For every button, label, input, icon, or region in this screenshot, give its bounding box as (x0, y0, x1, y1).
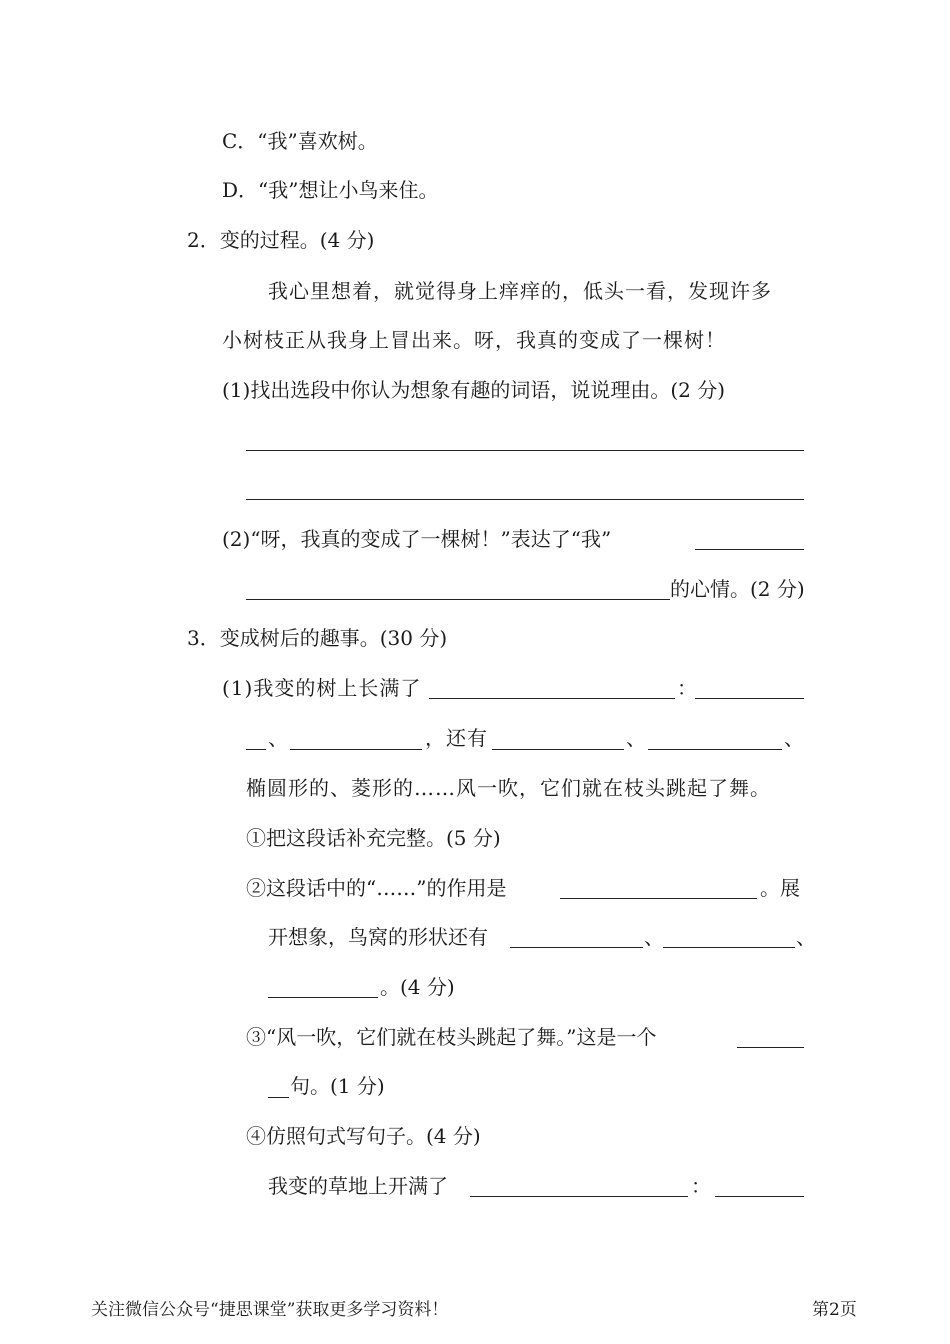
dunhao-1: 、 (268, 726, 288, 750)
answer-blank-q2-2b[interactable] (246, 599, 670, 600)
option-c: C．“我”喜欢树。 (222, 129, 378, 153)
answer-blank-q3-1d[interactable] (492, 749, 624, 750)
q3-item-2-line-2: 开想象，鸟窝的形状还有 (268, 925, 488, 949)
q3-item-3-start: ③“风一吹，它们就在枝头跳起了舞。”这是一个 (246, 1025, 657, 1049)
page-number: 第2页 (812, 1300, 857, 1320)
answer-blank-q2-2a[interactable] (695, 549, 804, 550)
q3-line-3: 椭圆形的、菱形的……风一吹，它们就在枝头跳起了舞。 (246, 776, 771, 800)
q3-item-2-end: 。展 (760, 876, 800, 900)
q2-sub-2-text: (2)“呀，我真的变成了一棵树！”表达了“我” (222, 527, 612, 551)
haiyou: ，还有 (425, 726, 488, 750)
answer-blank-q3-2c[interactable] (663, 947, 795, 948)
dunhao-2: 、 (626, 726, 646, 750)
answer-blank-q3-1b[interactable] (695, 698, 804, 699)
answer-blank-q3-2a[interactable] (560, 898, 757, 899)
answer-blank-q3-1a[interactable] (429, 698, 675, 699)
q3-item-4-example: 我变的草地上开满了 (268, 1174, 448, 1198)
q3-item-2-start: ②这段话中的“……”的作用是 (246, 876, 507, 900)
dunhao-4: 、 (644, 925, 664, 949)
q3-item-4: ④仿照句式写句子。(4 分) (246, 1124, 481, 1148)
passage-line-1: 我心里想着，就觉得身上痒痒的，低头一看，发现许多 (268, 279, 772, 303)
colon-2: ： (691, 1174, 711, 1198)
q2-sub-2-end: 的心情。(2 分) (670, 577, 805, 601)
answer-blank-q3-4b[interactable] (715, 1196, 804, 1197)
dunhao-3: 、 (784, 726, 804, 750)
footer-promo: 关注微信公众号“捷思课堂”获取更多学习资料！ (91, 1300, 449, 1320)
passage-line-2: 小树枝正从我身上冒出来。呀，我真的变成了一棵树！ (222, 328, 726, 352)
option-d: D．“我”想让小鸟来住。 (222, 178, 439, 202)
question-2-title: 2．变的过程。(4 分) (187, 228, 375, 252)
answer-line-1[interactable] (246, 450, 804, 451)
answer-blank-q3-1b-cont[interactable] (246, 749, 266, 750)
answer-blank-q3-3b[interactable] (268, 1097, 289, 1098)
q2-sub-1: (1)找出选段中你认为想象有趣的词语，说说理由。(2 分) (222, 378, 726, 402)
dunhao-5: 、 (796, 925, 816, 949)
answer-blank-q3-2b[interactable] (510, 947, 643, 948)
answer-blank-q3-1e[interactable] (648, 749, 782, 750)
q2-sub-2 (222, 525, 611, 553)
answer-blank-q3-3a[interactable] (737, 1047, 804, 1048)
answer-line-2[interactable] (246, 499, 804, 500)
q3-sub-1-start: (1)我变的树上长满了 (222, 676, 422, 700)
answer-blank-q3-4a[interactable] (470, 1196, 688, 1197)
question-3-title: 3．变成树后的趣事。(30 分) (187, 626, 448, 650)
answer-blank-q3-1c[interactable] (290, 749, 422, 750)
q3-item-1: ①把这段话补充完整。(5 分) (246, 826, 501, 850)
colon-1: ： (677, 676, 697, 700)
q3-item-3-line-2: 句。(1 分) (290, 1074, 385, 1098)
q3-item-2-line-3-end: 。(4 分) (380, 975, 455, 999)
answer-blank-q3-2d[interactable] (268, 997, 378, 998)
